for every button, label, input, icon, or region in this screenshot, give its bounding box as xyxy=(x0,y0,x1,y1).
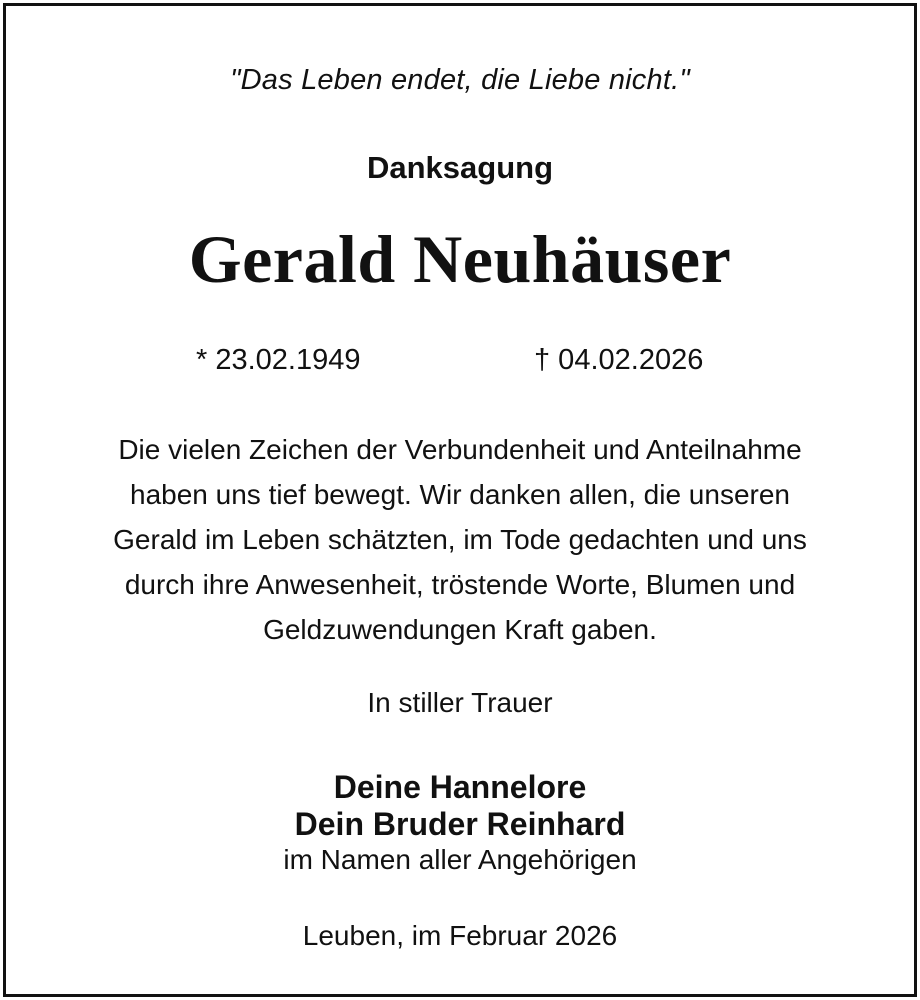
signer-name: Deine Hannelore xyxy=(333,769,587,805)
place-date: Leuben, im Februar 2026 xyxy=(302,920,618,951)
body-line: durch ihre Anwesenheit, tröstende Worte, Blumen und xyxy=(124,569,796,600)
body-line: Die vielen Zeichen der Verbundenheit und Anteilnahme xyxy=(118,434,802,465)
birth-date: * 23.02.1949 xyxy=(196,344,361,376)
notice-frame xyxy=(3,3,917,997)
signer-name: Dein Bruder Reinhard xyxy=(294,806,626,842)
thank-you-text xyxy=(6,427,914,652)
body-line: haben uns tief bewegt. Wir danken allen, die unseren xyxy=(130,479,790,510)
body-line: Geldzuwendungen Kraft gaben. xyxy=(263,614,657,645)
on-behalf-line: im Namen aller Angehörigen xyxy=(283,844,637,875)
death-date: † 04.02.2026 xyxy=(534,344,704,376)
obituary-notice xyxy=(6,6,914,994)
signers xyxy=(6,769,914,843)
life-dates xyxy=(6,344,914,384)
notice-heading: Danksagung xyxy=(366,150,554,185)
quote: "Das Leben endet, die Liebe nicht." xyxy=(230,64,690,96)
body-line: Gerald im Leben schätzten, im Tode gedachten und uns xyxy=(113,524,807,555)
deceased-name: Gerald Neuhäuser xyxy=(188,221,732,297)
mourning-line: In stiller Trauer xyxy=(367,687,553,718)
